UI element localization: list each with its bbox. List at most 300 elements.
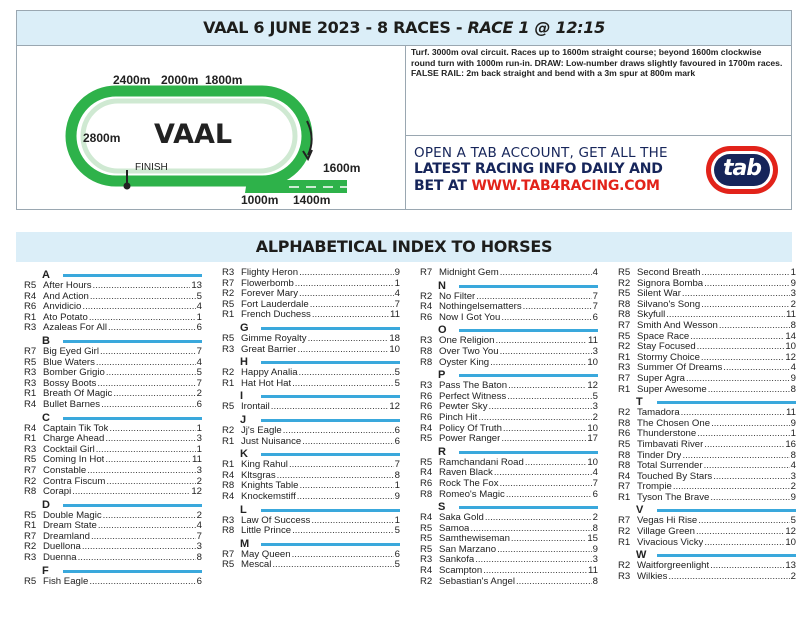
race-title-main: VAAL 6 JUNE 2023 - 8 RACES - <box>203 18 468 37</box>
horse-entry[interactable] <box>618 408 796 419</box>
saddle-number: 5 <box>394 367 400 379</box>
horse-name: May Queen <box>241 549 291 560</box>
horse-entry[interactable] <box>420 381 598 392</box>
horse-name: Dream State <box>43 521 97 532</box>
saddle-number: 11 <box>786 407 796 419</box>
horse-entry[interactable] <box>618 342 796 353</box>
header-divider-horizontal <box>405 135 791 136</box>
horse-entry[interactable] <box>420 513 598 524</box>
index-column-3 <box>420 268 598 587</box>
race-number: R2 <box>618 560 631 572</box>
leader-dots <box>711 419 790 430</box>
horse-name: Azaleas For All <box>43 323 107 334</box>
horse-entry[interactable] <box>24 445 202 456</box>
tab-logo[interactable] <box>704 143 780 197</box>
saddle-number: 7 <box>592 290 598 302</box>
horse-entry[interactable] <box>222 471 400 482</box>
section-letter: J <box>240 413 247 426</box>
horse-entry[interactable] <box>420 524 598 535</box>
saddle-number: 8 <box>394 469 400 481</box>
horse-name: Silvano's Song <box>637 299 701 310</box>
horse-entry[interactable] <box>24 302 202 313</box>
saddle-number: 1 <box>790 428 796 440</box>
race-number: R8 <box>618 460 631 472</box>
saddle-number: 17 <box>587 433 598 445</box>
race-number: R6 <box>420 390 433 402</box>
section-rule <box>63 417 202 420</box>
race-number: R5 <box>420 456 433 468</box>
leader-dots <box>289 460 394 471</box>
saddle-number: 3 <box>592 345 598 357</box>
horse-entry[interactable] <box>420 479 598 490</box>
race-number: R3 <box>222 343 235 355</box>
saddle-number: 13 <box>191 280 202 291</box>
leader-dots <box>697 429 789 440</box>
horse-entry[interactable] <box>618 321 796 332</box>
horse-entry[interactable] <box>24 313 202 324</box>
header-divider-vertical <box>405 45 406 209</box>
horse-name: Breath Of Magic <box>43 389 113 400</box>
horse-name: Smith And Wesson <box>637 320 718 331</box>
horse-entry[interactable] <box>222 379 400 390</box>
horse-name: Constable <box>43 465 87 476</box>
horse-entry[interactable] <box>24 368 202 379</box>
horse-entry[interactable] <box>420 458 598 469</box>
saddle-number: 5 <box>196 367 202 379</box>
saddle-number: 8 <box>790 383 796 395</box>
horse-name: Just Nuisance <box>241 436 302 447</box>
horse-entry[interactable] <box>24 434 202 445</box>
horse-name: Now I Got You <box>439 312 501 323</box>
horse-name: Gimme Royalty <box>241 333 307 344</box>
saddle-number: 10 <box>587 422 598 434</box>
leader-dots <box>697 342 785 353</box>
race-header-panel <box>16 10 792 210</box>
horse-entry[interactable] <box>222 310 400 321</box>
section-letter: W <box>636 549 647 562</box>
horse-entry[interactable] <box>222 437 400 448</box>
race-number: R6 <box>420 311 433 323</box>
leader-dots <box>704 461 790 472</box>
horse-entry[interactable] <box>618 527 796 538</box>
horse-name: Sebastian's Angel <box>439 576 515 587</box>
horse-name: Hat Hot Hat <box>241 378 292 389</box>
section-letter: C <box>42 411 50 424</box>
horse-entry[interactable] <box>222 516 400 527</box>
leader-dots <box>490 358 586 369</box>
race-number: R5 <box>24 356 37 368</box>
horse-entry[interactable] <box>420 555 598 566</box>
horse-entry[interactable] <box>420 313 598 324</box>
horse-entry[interactable] <box>222 550 400 561</box>
leader-dots <box>511 534 586 545</box>
horse-entry[interactable] <box>24 542 202 553</box>
horse-entry[interactable] <box>618 385 796 396</box>
horse-name: Irontail <box>241 402 270 413</box>
horse-entry[interactable] <box>222 279 400 290</box>
horse-name: Cocktail Girl <box>43 444 95 455</box>
horse-entry[interactable] <box>618 451 796 462</box>
leader-dots <box>666 310 785 321</box>
horse-entry[interactable] <box>618 332 796 343</box>
horse-entry[interactable] <box>420 358 598 369</box>
saddle-number: 4 <box>196 356 202 368</box>
race-number: R2 <box>24 541 37 553</box>
horse-entry[interactable] <box>24 577 202 588</box>
horse-entry[interactable] <box>420 490 598 501</box>
leader-dots <box>485 513 592 524</box>
tab-promo[interactable] <box>414 145 694 195</box>
leader-dots <box>311 516 393 527</box>
race-number: R5 <box>420 433 433 445</box>
horse-entry[interactable] <box>24 323 202 334</box>
horse-entry[interactable] <box>420 413 598 424</box>
race-number: R8 <box>618 417 631 429</box>
horse-entry[interactable] <box>24 511 202 522</box>
leader-dots <box>105 434 195 445</box>
horse-entry[interactable] <box>24 379 202 390</box>
leader-dots <box>98 521 196 532</box>
index-title: ALPHABETICAL INDEX TO HORSES <box>16 232 792 262</box>
horse-entry[interactable] <box>222 402 400 413</box>
horse-entry[interactable] <box>420 302 598 313</box>
horse-entry[interactable] <box>618 289 796 300</box>
horse-entry[interactable] <box>222 460 400 471</box>
horse-entry[interactable] <box>618 472 796 483</box>
horse-name: Mescal <box>241 560 272 571</box>
race-number: R3 <box>222 514 235 526</box>
leader-dots <box>698 516 789 527</box>
horse-name: Knockemstiff <box>241 491 296 502</box>
section-rule <box>459 506 598 509</box>
horse-name: San Marzano <box>439 544 497 555</box>
horse-name: Flowerbomb <box>241 278 294 289</box>
leader-dots <box>710 493 789 504</box>
section-letter: O <box>438 324 447 337</box>
horse-name: And Action <box>43 291 89 302</box>
section-rule <box>261 419 400 422</box>
leader-dots <box>708 385 790 396</box>
horse-entry[interactable] <box>24 487 202 498</box>
leader-dots <box>719 321 790 332</box>
horse-entry[interactable] <box>222 560 400 571</box>
horse-name: Policy Of Truth <box>439 423 502 434</box>
race-number: R6 <box>420 401 433 413</box>
race-number: R1 <box>618 536 631 548</box>
leader-dots <box>704 279 790 290</box>
saddle-number: 8 <box>790 319 796 331</box>
saddle-number: 18 <box>389 332 400 344</box>
horse-entry[interactable] <box>222 481 400 492</box>
horse-name: Forever Mary <box>241 289 299 300</box>
section-rule <box>261 543 400 546</box>
horse-name: Fort Lauderdale <box>241 299 309 310</box>
race-number: R7 <box>618 372 631 384</box>
leader-dots <box>283 426 394 437</box>
saddle-number: 8 <box>592 575 598 587</box>
horse-name: Skyfull <box>637 310 666 321</box>
saddle-number: 10 <box>587 456 598 468</box>
race-number: R5 <box>420 543 433 555</box>
horse-name: Total Surrender <box>637 461 703 472</box>
track-notes: Turf. 3000m oval circuit. Races up to 1600m straight course; beyond 1600m clockwise round turn with 1000m run-in. DRAW: Low-number draws slightly favoured in 1700m races. FALSE RAIL: 2m back straight and bend with a 3m spur at 800m mark <box>411 47 783 78</box>
saddle-number: 5 <box>394 525 400 537</box>
horse-entry[interactable] <box>222 268 400 279</box>
horse-entry[interactable] <box>618 363 796 374</box>
race-number: R2 <box>618 526 631 538</box>
section-header <box>420 323 598 336</box>
race-number: R3 <box>420 554 433 566</box>
horse-name: Stormy Choice <box>637 352 700 363</box>
saddle-number: 12 <box>785 351 796 363</box>
horse-entry[interactable] <box>420 392 598 403</box>
leader-dots <box>103 511 196 522</box>
horse-name: Timbavati River <box>637 439 704 450</box>
saddle-number: 3 <box>790 470 796 482</box>
saddle-number: 9 <box>790 417 796 429</box>
race-number: R2 <box>618 341 631 353</box>
horse-entry[interactable] <box>618 310 796 321</box>
horse-name: Stay Focused <box>637 342 696 353</box>
race-number: R1 <box>618 351 631 363</box>
horse-entry[interactable] <box>222 526 400 537</box>
race-number: R1 <box>24 388 37 400</box>
horse-entry[interactable] <box>618 482 796 493</box>
horse-name: Kltsgras <box>241 470 276 481</box>
saddle-number: 15 <box>587 533 598 545</box>
race-number: R2 <box>618 277 631 289</box>
horse-entry[interactable] <box>420 424 598 435</box>
horse-name: Raven Black <box>439 468 493 479</box>
horse-name: Ato Potato <box>43 312 88 323</box>
horse-name: Fish Eagle <box>43 576 89 587</box>
horse-entry[interactable] <box>420 468 598 479</box>
section-header <box>222 389 400 402</box>
promo-url-link[interactable]: WWW.TAB4RACING.COM <box>471 178 660 194</box>
horse-name: Happy Analia <box>241 368 298 379</box>
race-title <box>17 11 791 46</box>
race-number: R4 <box>24 290 37 302</box>
horse-entry[interactable] <box>420 336 598 347</box>
horse-entry[interactable] <box>420 292 598 303</box>
race-number: R2 <box>222 288 235 300</box>
horse-entry[interactable] <box>618 353 796 364</box>
section-header <box>618 548 796 561</box>
horse-entry[interactable] <box>420 566 598 577</box>
horse-entry[interactable] <box>24 455 202 466</box>
race-number: R5 <box>222 401 235 413</box>
horse-name: Tyson The Brave <box>637 492 710 503</box>
saddle-number: 12 <box>389 401 400 413</box>
promo-line-3 <box>414 178 694 195</box>
race-number: R7 <box>24 530 37 542</box>
saddle-number: 8 <box>196 552 202 564</box>
horse-name: Wilkies <box>637 571 668 582</box>
race-number: R8 <box>420 345 433 357</box>
horse-name: King Rahul <box>241 460 288 471</box>
horse-entry[interactable] <box>24 466 202 477</box>
horse-entry[interactable] <box>420 534 598 545</box>
leader-dots <box>723 363 789 374</box>
horse-entry[interactable] <box>618 440 796 451</box>
leader-dots <box>508 381 586 392</box>
horse-entry[interactable] <box>24 553 202 564</box>
horse-entry[interactable] <box>618 300 796 311</box>
section-rule <box>657 554 796 557</box>
leader-dots <box>106 477 195 488</box>
leader-dots <box>113 389 195 400</box>
race-number: R6 <box>420 411 433 423</box>
saddle-number: 10 <box>785 341 796 353</box>
leader-dots <box>91 532 196 543</box>
leader-dots <box>308 334 389 345</box>
horse-entry[interactable] <box>24 521 202 532</box>
section-header <box>420 279 598 292</box>
section-header <box>420 500 598 513</box>
horse-entry[interactable] <box>420 402 598 413</box>
horse-entry[interactable] <box>24 281 202 292</box>
race-number: R3 <box>420 380 433 392</box>
section-letter: D <box>42 498 50 511</box>
horse-entry[interactable] <box>618 461 796 472</box>
saddle-number: 3 <box>196 464 202 476</box>
race-number: R1 <box>222 459 235 471</box>
saddle-number: 6 <box>592 488 598 500</box>
horse-name: Corapi <box>43 487 72 498</box>
race-number: R6 <box>420 477 433 489</box>
saddle-number: 7 <box>592 301 598 313</box>
horse-name: Big Eyed Girl <box>43 346 99 357</box>
race-number: R5 <box>222 559 235 571</box>
horse-name: Vegas Hi Rise <box>637 516 698 527</box>
horse-name: Blue Waters <box>43 357 95 368</box>
section-rule <box>261 327 400 330</box>
race-number: R8 <box>420 488 433 500</box>
horse-entry[interactable] <box>618 374 796 385</box>
horse-entry[interactable] <box>222 426 400 437</box>
horse-entry[interactable] <box>420 434 598 445</box>
saddle-number: 6 <box>394 548 400 560</box>
dist-2400: 2400m <box>113 73 151 87</box>
promo-line-2: LATEST RACING INFO DAILY AND <box>414 161 663 177</box>
horse-entry[interactable] <box>618 538 796 549</box>
horse-name: Coming In Hot <box>43 455 105 466</box>
horse-entry[interactable] <box>618 561 796 572</box>
horse-entry[interactable] <box>420 577 598 588</box>
horse-name: Samthewiseman <box>439 534 510 545</box>
saddle-number: 3 <box>592 554 598 566</box>
horse-entry[interactable] <box>24 532 202 543</box>
horse-entry[interactable] <box>618 279 796 290</box>
section-letter: H <box>240 356 248 369</box>
race-number: R5 <box>618 330 631 342</box>
section-header <box>420 445 598 458</box>
section-header <box>24 334 202 347</box>
horse-entry[interactable] <box>618 572 796 583</box>
horse-entry[interactable] <box>222 492 400 503</box>
index-column-1 <box>24 268 202 587</box>
saddle-number: 7 <box>196 377 202 389</box>
horse-entry[interactable] <box>420 545 598 556</box>
leader-dots <box>506 490 592 501</box>
leader-dots <box>72 487 190 498</box>
horse-entry[interactable] <box>222 345 400 356</box>
section-header <box>222 537 400 550</box>
horse-entry[interactable] <box>618 429 796 440</box>
race-number: R3 <box>24 367 37 379</box>
leader-dots <box>500 347 592 358</box>
race-number: R4 <box>618 470 631 482</box>
saddle-number: 6 <box>394 435 400 447</box>
horse-name: Thunderstone <box>637 429 697 440</box>
section-rule <box>261 395 400 398</box>
saddle-number: 1 <box>394 514 400 526</box>
race-number: R4 <box>420 565 433 577</box>
horse-name: After Hours <box>43 281 92 291</box>
leader-dots <box>478 413 591 424</box>
saddle-number: 5 <box>196 290 202 302</box>
dist-1600: 1600m <box>323 161 361 175</box>
horse-entry[interactable] <box>24 424 202 435</box>
saddle-number: 1 <box>790 267 796 278</box>
horse-entry[interactable] <box>222 368 400 379</box>
race-number: R3 <box>24 552 37 564</box>
race-number: R8 <box>420 356 433 368</box>
horse-entry[interactable] <box>618 268 796 279</box>
saddle-number: 6 <box>196 398 202 410</box>
race-number: R3 <box>24 322 37 334</box>
section-rule <box>261 509 400 512</box>
horse-entry[interactable] <box>24 358 202 369</box>
saddle-number: 13 <box>785 560 796 572</box>
horse-entry[interactable] <box>618 516 796 527</box>
horse-entry[interactable] <box>24 400 202 411</box>
horse-name: Samoa <box>439 523 470 534</box>
section-rule <box>459 329 598 332</box>
race-number: R5 <box>420 533 433 545</box>
horse-name: Saka Gold <box>439 513 484 524</box>
horse-entry[interactable] <box>618 493 796 504</box>
horse-entry[interactable] <box>222 334 400 345</box>
horse-entry[interactable] <box>420 347 598 358</box>
horse-entry[interactable] <box>420 268 598 279</box>
horse-entry[interactable] <box>24 477 202 488</box>
horse-name: Tinder Dry <box>637 450 682 461</box>
horse-entry[interactable] <box>222 289 400 300</box>
horse-name: Anvidicio <box>43 302 82 313</box>
section-rule <box>63 274 202 277</box>
leader-dots <box>503 424 586 435</box>
saddle-number: 9 <box>790 491 796 503</box>
horse-name: The Chosen One <box>637 418 711 429</box>
race-number: R7 <box>222 548 235 560</box>
horse-entry[interactable] <box>24 389 202 400</box>
horse-entry[interactable] <box>222 300 400 311</box>
leader-dots <box>271 402 389 413</box>
horse-entry[interactable] <box>24 292 202 303</box>
leader-dots <box>704 538 784 549</box>
saddle-number: 9 <box>790 277 796 289</box>
horse-name: Trompie <box>637 482 672 493</box>
horse-entry[interactable] <box>24 347 202 358</box>
saddle-number: 5 <box>790 515 796 527</box>
leader-dots <box>109 424 195 435</box>
horse-entry[interactable] <box>618 419 796 430</box>
race-number: R2 <box>420 575 433 587</box>
race-number: R7 <box>618 515 631 527</box>
race-number: R4 <box>420 301 433 313</box>
leader-dots <box>483 566 587 577</box>
